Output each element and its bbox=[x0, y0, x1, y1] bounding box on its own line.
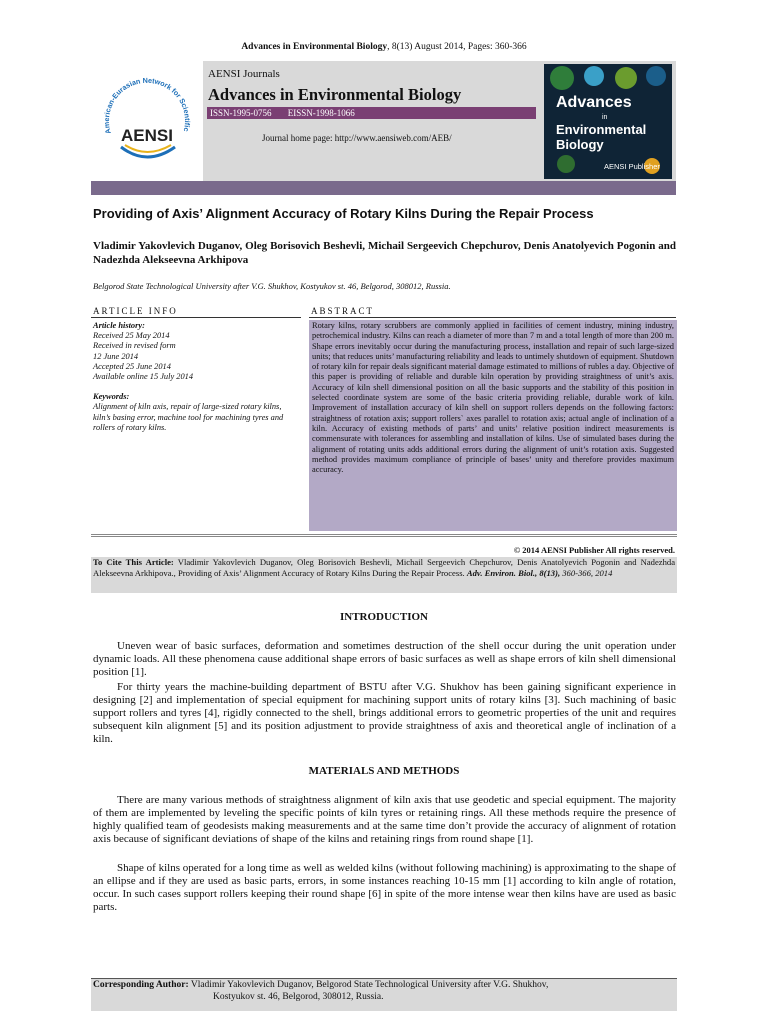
cover-title-1: Advances bbox=[556, 94, 632, 111]
corresponding-line-1: Vladimir Yakovlevich Duganov, Belgorod State Technological University after V.G. Shukhov, bbox=[188, 980, 549, 990]
cite-journal: Adv. Environ. Biol., 8(13), bbox=[466, 568, 561, 578]
copyright: © 2014 AENSI Publisher All rights reserved. bbox=[513, 545, 675, 555]
cite-text: Vladimir Yakovlevich Duganov, Oleg Borisovich Beshevli, Michail Sergeevich Chepchurov, Denis Anatolyevich Pogonin and Nadezhda Alekseevna Arkhipova., Providing of Axis’ Alignment Accuracy of Rotary Kilns During the Repair Process. bbox=[93, 557, 676, 578]
divider bbox=[91, 536, 677, 537]
article-info-label: ARTICLE INFO bbox=[93, 306, 178, 316]
corresponding-author bbox=[91, 979, 677, 1011]
keywords: Alignment of kiln axis, repair of large-sized rotary kilns, kiln’s basing error, machine tool for machining tyres and rollers of rotary kilns. bbox=[93, 402, 284, 432]
header-bar bbox=[91, 181, 676, 195]
publisher-label: AENSI Journals bbox=[208, 68, 280, 80]
cover-publisher: AENSI Publisher bbox=[604, 162, 660, 171]
cite-pages: 360-366, 2014 bbox=[560, 568, 613, 578]
divider bbox=[309, 317, 676, 318]
affiliation: Belgorod State Technological University after V.G. Shukhov, Kostyukov st. 46, Belgorod, 308012, Russia. bbox=[93, 281, 451, 291]
cover-title-3: Environmental Biology bbox=[556, 122, 647, 152]
aensi-logo-icon bbox=[91, 61, 203, 181]
intro-paragraph-1: Uneven wear of basic surfaces, deformation and sometimes destruction of the shell occur during the unit operation under dynamic loads. All these phenomena cause additional shape errors of basic surfaces as well as shape errors of kiln shell dimensional position [1]. bbox=[93, 640, 676, 678]
methods-paragraph-1: There are many various methods of straightness alignment of kiln axis that use geodetic and special equipment. The majority of them are implemented by leveling the specific points of kiln tyres or retaining rings. All these methods require the presence of highly qualified team of geodesists making measurements and at the same time don’t provide the accuracy of alignment of rotation axis because of significant deviations of shape of the kilns and retaining rings from round shape [1]. bbox=[93, 794, 676, 845]
history-line: Accepted 25 June 2014 bbox=[93, 361, 171, 371]
abstract-label: ABSTRACT bbox=[311, 306, 375, 316]
journal-homepage: Journal home page: http://www.aensiweb.com/AEB/ bbox=[262, 133, 452, 143]
eissn: EISSN-1998-1066 bbox=[287, 108, 355, 118]
methods-heading: MATERIALS AND METHODS bbox=[308, 765, 460, 777]
paper-title: Providing of Axis’ Alignment Accuracy of Rotary Kilns During the Repair Process bbox=[93, 206, 594, 221]
divider bbox=[91, 317, 301, 318]
aensi-logo bbox=[91, 61, 203, 181]
history-line: Received 25 May 2014 bbox=[93, 331, 170, 341]
cover-title-2: in bbox=[602, 114, 608, 121]
history-line: Received in revised form bbox=[93, 341, 176, 351]
authors: Vladimir Yakovlevich Duganov, Oleg Borisovich Beshevli, Michail Sergeevich Chepchurov, Denis Anatolyevich Pogonin and Nadezhda Alekseevna Arkhipova bbox=[93, 240, 676, 266]
issn: ISSN-1995-0756 bbox=[210, 108, 272, 118]
logo-ring-text: American-Eurasian Network for Scientific bbox=[101, 75, 193, 135]
introduction-heading: INTRODUCTION bbox=[339, 611, 428, 623]
intro-paragraph-2: For thirty years the machine-building department of BSTU after V.G. Shukhov has been gaining significant experience in designing [2] and implementation of special equipment for machining support units of rotary kilns [3]. Such machining of basic support rollers and tyres [4], rigidly connected to the shell, brings additional errors to geometric properties of the unit and requires subsequent kiln alignment [5] and its position adjustment to provide straightness of axis and theoretical angle of inclination of a kiln. bbox=[93, 681, 676, 745]
abstract-text: Rotary kilns, rotary scrubbers are commonly applied in facilities of cement industry, mining industry, petrochemical industry. Kilns can reach a diameter of more than 7 m and a total length of more than 200 m. Shape errors inevitably occur during the manufacturing process, installation and repair of such large-sized units; that reduces units’ manufacturing reliability and leads to untimely shutdown of equipment. Shutdown of rotary kiln for repair deals significant material damage estimated to millions of rubles a day. Objective of this paper is providing of reliable and durable kiln operation by providing straightness of unit’s axis. Accuracy of kiln shell dimensional position on all the basic supports and the stability of this position in selected coordinate system are some of the basic criteria providing reliable, durable work of kiln. Improvement of installation accuracy of kiln shell on support rollers depends on the following factors: straightness of rotation axis; support rollers` axes parallel to rotation axis; actual angle of inclination of a kiln. Accuracy of existing methods of parts’ and units’ relative position indirect measurements is commensurate with tolerances for assembling and installation of kilns. Use of simulated bases during the alignment of rotating units adds additional errors during the alignment of unit’s rotation axis. Suggested method provides maximum compliance of principle of bases’ unity and therefore provides maximum accuracy. bbox=[309, 320, 677, 531]
cite-label: To Cite This Article: bbox=[93, 557, 174, 567]
issn-bar bbox=[207, 107, 536, 119]
cite-box bbox=[91, 557, 677, 593]
journal-cover bbox=[544, 64, 672, 179]
running-citation: Advances in Environmental Biology, 8(13) August 2014, Pages: 360-366 bbox=[241, 42, 527, 52]
keywords-label: Keywords: bbox=[93, 392, 130, 402]
divider bbox=[91, 534, 677, 535]
history-line: 12 June 2014 bbox=[93, 351, 139, 361]
corresponding-label: Corresponding Author: bbox=[93, 980, 189, 990]
corresponding-line-2: Kostyukov st. 46, Belgorod, 308012, Russia. bbox=[213, 992, 384, 1002]
article-info bbox=[93, 321, 298, 433]
methods-paragraph-2: Shape of kilns operated for a long time as well as welded kilns (without following machining) is approximating to the shape of an ellipse and if they are used as basic parts, errors, in some instances reaching 10-15 mm [1] according to kiln angle of rotation, occur. In such cases support rollers keeping their round shape [6] in spite of the more intense wear then kilns have are used as basic parts. bbox=[93, 862, 676, 913]
history-line: Available online 15 July 2014 bbox=[93, 372, 194, 382]
journal-title: Advances in Environmental Biology bbox=[208, 85, 462, 104]
logo-text: AENSI bbox=[121, 126, 173, 145]
history-label: Article history: bbox=[93, 321, 145, 330]
svg-text:American-Eurasian Network for bbox=[91, 61, 192, 135]
